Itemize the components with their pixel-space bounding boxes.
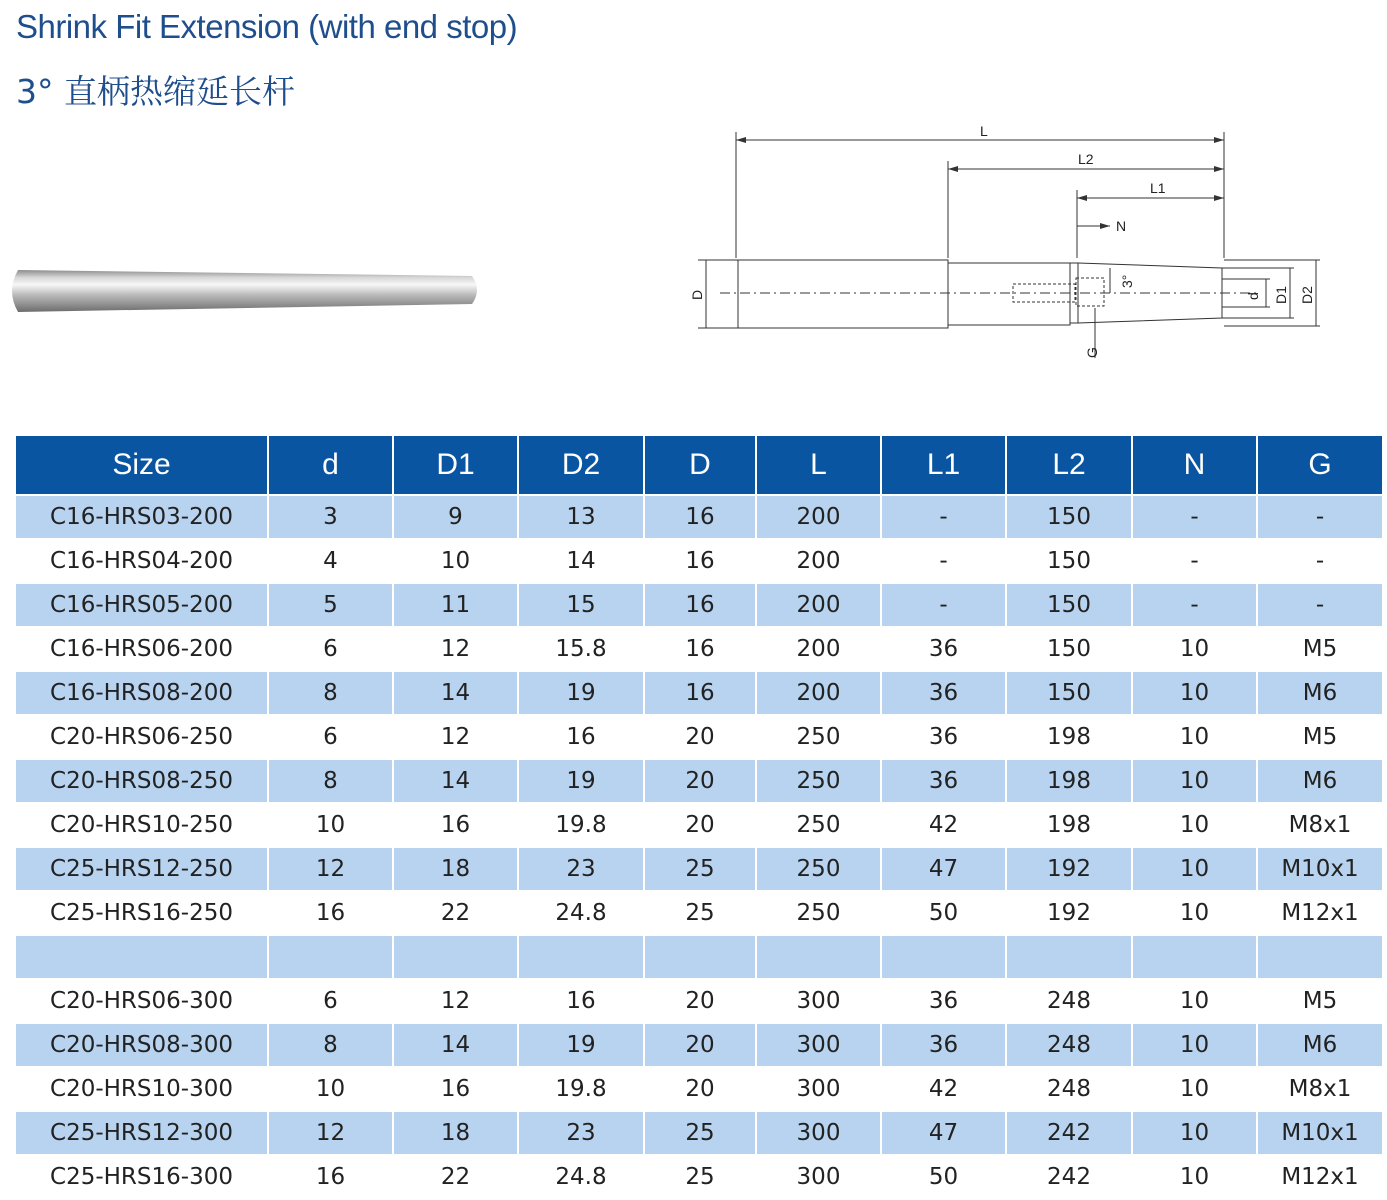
table-cell	[268, 935, 393, 979]
table-cell: 36	[881, 979, 1006, 1023]
table-cell: 150	[1006, 583, 1132, 627]
dim-L1-label: L1	[1150, 180, 1166, 196]
page-title-cn: 3° 直柄热缩延长杆	[16, 72, 295, 111]
table-cell: C20-HRS08-300	[16, 1023, 268, 1067]
table-cell: 16	[644, 583, 756, 627]
table-cell: C20-HRS08-250	[16, 759, 268, 803]
dim-d-label: d	[1245, 292, 1261, 300]
table-cell: 16	[393, 803, 518, 847]
table-cell: 5	[268, 583, 393, 627]
table-row	[16, 847, 1382, 891]
column-header: d	[268, 436, 393, 495]
table-cell: C25-HRS16-250	[16, 891, 268, 935]
table-cell: 300	[756, 1023, 881, 1067]
dim-D2-label: D2	[1299, 286, 1315, 304]
table-cell: 10	[268, 1067, 393, 1111]
table-cell: -	[1132, 495, 1257, 539]
table-row	[16, 1155, 1382, 1199]
table-row	[16, 671, 1382, 715]
page-title-en: Shrink Fit Extension (with end stop)	[16, 8, 518, 45]
dim-L2-label: L2	[1078, 151, 1094, 167]
table-cell: M5	[1257, 627, 1382, 671]
table-cell: 250	[756, 803, 881, 847]
table-cell: 20	[644, 979, 756, 1023]
table-cell: 20	[644, 715, 756, 759]
table-cell: 20	[644, 803, 756, 847]
table-row	[16, 715, 1382, 759]
table-cell: 198	[1006, 715, 1132, 759]
column-header: G	[1257, 436, 1382, 495]
table-cell: 8	[268, 759, 393, 803]
table-cell: 19	[518, 671, 644, 715]
table-cell: 16	[268, 1155, 393, 1199]
table-cell: M8x1	[1257, 1067, 1382, 1111]
table-cell: 50	[881, 891, 1006, 935]
table-cell: M8x1	[1257, 803, 1382, 847]
table-cell: 42	[881, 803, 1006, 847]
table-cell: M12x1	[1257, 1155, 1382, 1199]
table-cell: 6	[268, 627, 393, 671]
table-cell: 14	[393, 671, 518, 715]
column-header: L1	[881, 436, 1006, 495]
table-cell: 47	[881, 847, 1006, 891]
table-cell: 19	[518, 1023, 644, 1067]
table-cell: 3	[268, 495, 393, 539]
dim-D-label: D	[689, 289, 705, 300]
table-cell: C20-HRS10-300	[16, 1067, 268, 1111]
table-cell: 250	[756, 847, 881, 891]
table-cell: M6	[1257, 759, 1382, 803]
table-cell: 36	[881, 759, 1006, 803]
table-cell: -	[1257, 539, 1382, 583]
dim-L-label: L	[980, 123, 988, 139]
table-cell: 10	[1132, 1067, 1257, 1111]
table-cell: 250	[756, 759, 881, 803]
table-cell: 6	[268, 979, 393, 1023]
table-cell: 150	[1006, 671, 1132, 715]
table-row	[16, 935, 1382, 979]
table-cell: 16	[268, 891, 393, 935]
table-cell: -	[881, 495, 1006, 539]
table-cell: 10	[1132, 627, 1257, 671]
table-cell	[1006, 935, 1132, 979]
table-row	[16, 1023, 1382, 1067]
table-cell: 20	[644, 1067, 756, 1111]
table-cell: 36	[881, 1023, 1006, 1067]
table-cell: 198	[1006, 759, 1132, 803]
table-cell: 200	[756, 627, 881, 671]
table-cell: 10	[1132, 979, 1257, 1023]
column-header: D2	[518, 436, 644, 495]
table-cell: M10x1	[1257, 1111, 1382, 1155]
table-cell: 12	[393, 979, 518, 1023]
table-cell: 242	[1006, 1111, 1132, 1155]
technical-drawing	[680, 118, 1340, 368]
table-cell: 200	[756, 495, 881, 539]
column-header: D	[644, 436, 756, 495]
table-cell: 19.8	[518, 803, 644, 847]
table-row	[16, 1111, 1382, 1155]
table-cell	[1257, 935, 1382, 979]
table-cell	[644, 935, 756, 979]
table-cell: -	[881, 583, 1006, 627]
table-cell: 16	[644, 539, 756, 583]
table-cell: -	[881, 539, 1006, 583]
dim-N-label: N	[1116, 218, 1127, 234]
table-row	[16, 495, 1382, 539]
table-cell: 47	[881, 1111, 1006, 1155]
table-cell: C25-HRS12-300	[16, 1111, 268, 1155]
table-cell: C20-HRS06-300	[16, 979, 268, 1023]
table-row	[16, 539, 1382, 583]
table-cell: 50	[881, 1155, 1006, 1199]
table-cell: -	[1257, 495, 1382, 539]
table-cell: 300	[756, 1155, 881, 1199]
table-cell: 25	[644, 847, 756, 891]
table-cell: M5	[1257, 715, 1382, 759]
table-cell: 16	[393, 1067, 518, 1111]
table-cell: 150	[1006, 495, 1132, 539]
table-cell: M6	[1257, 671, 1382, 715]
table-cell: M10x1	[1257, 847, 1382, 891]
table-cell: 12	[268, 847, 393, 891]
table-cell: 11	[393, 583, 518, 627]
table-cell: M6	[1257, 1023, 1382, 1067]
table-cell: 150	[1006, 627, 1132, 671]
table-cell: C20-HRS06-250	[16, 715, 268, 759]
table-row	[16, 1067, 1382, 1111]
table-cell: 10	[1132, 715, 1257, 759]
table-cell: 18	[393, 1111, 518, 1155]
table-cell: 36	[881, 715, 1006, 759]
table-row	[16, 891, 1382, 935]
table-cell: 24.8	[518, 891, 644, 935]
table-cell: 22	[393, 891, 518, 935]
column-header: L	[756, 436, 881, 495]
table-cell: 20	[644, 759, 756, 803]
table-cell: M12x1	[1257, 891, 1382, 935]
table-cell: 242	[1006, 1155, 1132, 1199]
table-cell: 300	[756, 979, 881, 1023]
table-cell: 16	[644, 627, 756, 671]
table-cell: C25-HRS16-300	[16, 1155, 268, 1199]
table-cell: 14	[518, 539, 644, 583]
table-cell: 16	[518, 979, 644, 1023]
table-cell: 10	[1132, 1155, 1257, 1199]
table-cell: 9	[393, 495, 518, 539]
product-rod-image	[0, 250, 500, 330]
table-cell: 248	[1006, 979, 1132, 1023]
table-cell: 12	[393, 715, 518, 759]
table-cell: 15.8	[518, 627, 644, 671]
table-cell: 13	[518, 495, 644, 539]
table-cell: 22	[393, 1155, 518, 1199]
table-cell: 192	[1006, 891, 1132, 935]
column-header: Size	[16, 436, 268, 495]
table-cell: 25	[644, 1111, 756, 1155]
table-cell: 248	[1006, 1067, 1132, 1111]
table-cell: -	[1132, 539, 1257, 583]
table-header-row	[16, 436, 1382, 495]
table-cell: 10	[1132, 671, 1257, 715]
table-body	[16, 495, 1382, 1199]
table-cell: C16-HRS06-200	[16, 627, 268, 671]
table-cell: 25	[644, 1155, 756, 1199]
column-header: N	[1132, 436, 1257, 495]
spec-table	[16, 436, 1382, 1200]
dim-angle-label: 3°	[1119, 274, 1135, 288]
table-cell: 10	[1132, 759, 1257, 803]
table-cell: 14	[393, 1023, 518, 1067]
table-cell	[881, 935, 1006, 979]
table-cell: 250	[756, 715, 881, 759]
table-cell: 250	[756, 891, 881, 935]
table-cell: 18	[393, 847, 518, 891]
table-cell: 36	[881, 671, 1006, 715]
table-cell	[518, 935, 644, 979]
table-cell: 24.8	[518, 1155, 644, 1199]
table-cell: 192	[1006, 847, 1132, 891]
table-cell: -	[1257, 583, 1382, 627]
table-cell: 200	[756, 539, 881, 583]
table-cell: C16-HRS04-200	[16, 539, 268, 583]
table-cell: C25-HRS12-250	[16, 847, 268, 891]
table-row	[16, 759, 1382, 803]
table-cell	[16, 935, 268, 979]
table-cell: 6	[268, 715, 393, 759]
table-cell: 10	[268, 803, 393, 847]
table-row	[16, 627, 1382, 671]
table-cell: 16	[644, 671, 756, 715]
table-cell: 10	[1132, 803, 1257, 847]
table-cell: C16-HRS03-200	[16, 495, 268, 539]
table-cell: 36	[881, 627, 1006, 671]
table-cell: 200	[756, 671, 881, 715]
table-cell: 25	[644, 891, 756, 935]
table-cell: 14	[393, 759, 518, 803]
table-cell: 150	[1006, 539, 1132, 583]
table-cell: 15	[518, 583, 644, 627]
table-cell: 10	[1132, 1111, 1257, 1155]
table-cell: 12	[268, 1111, 393, 1155]
table-cell: 10	[1132, 891, 1257, 935]
dim-G-label: G	[1084, 347, 1100, 358]
table-cell	[1132, 935, 1257, 979]
table-cell: 10	[1132, 847, 1257, 891]
table-cell: 200	[756, 583, 881, 627]
table-cell: 10	[393, 539, 518, 583]
table-cell: 300	[756, 1067, 881, 1111]
table-cell: -	[1132, 583, 1257, 627]
table-cell: 12	[393, 627, 518, 671]
table-cell: 16	[518, 715, 644, 759]
table-cell: 300	[756, 1111, 881, 1155]
table-row	[16, 979, 1382, 1023]
table-cell: C16-HRS08-200	[16, 671, 268, 715]
table-cell: 42	[881, 1067, 1006, 1111]
table-cell: 23	[518, 847, 644, 891]
table-cell: C20-HRS10-250	[16, 803, 268, 847]
table-cell: 8	[268, 1023, 393, 1067]
table-cell: 23	[518, 1111, 644, 1155]
table-cell: 19	[518, 759, 644, 803]
table-cell: 10	[1132, 1023, 1257, 1067]
table-cell: 19.8	[518, 1067, 644, 1111]
table-row	[16, 583, 1382, 627]
column-header: D1	[393, 436, 518, 495]
table-cell: M5	[1257, 979, 1382, 1023]
table-cell: C16-HRS05-200	[16, 583, 268, 627]
table-cell	[393, 935, 518, 979]
table-cell: 198	[1006, 803, 1132, 847]
table-cell: 20	[644, 1023, 756, 1067]
table-row	[16, 803, 1382, 847]
table-cell: 16	[644, 495, 756, 539]
table-cell: 248	[1006, 1023, 1132, 1067]
column-header: L2	[1006, 436, 1132, 495]
dim-D1-label: D1	[1273, 286, 1289, 304]
table-cell	[756, 935, 881, 979]
table-cell: 4	[268, 539, 393, 583]
table-cell: 8	[268, 671, 393, 715]
